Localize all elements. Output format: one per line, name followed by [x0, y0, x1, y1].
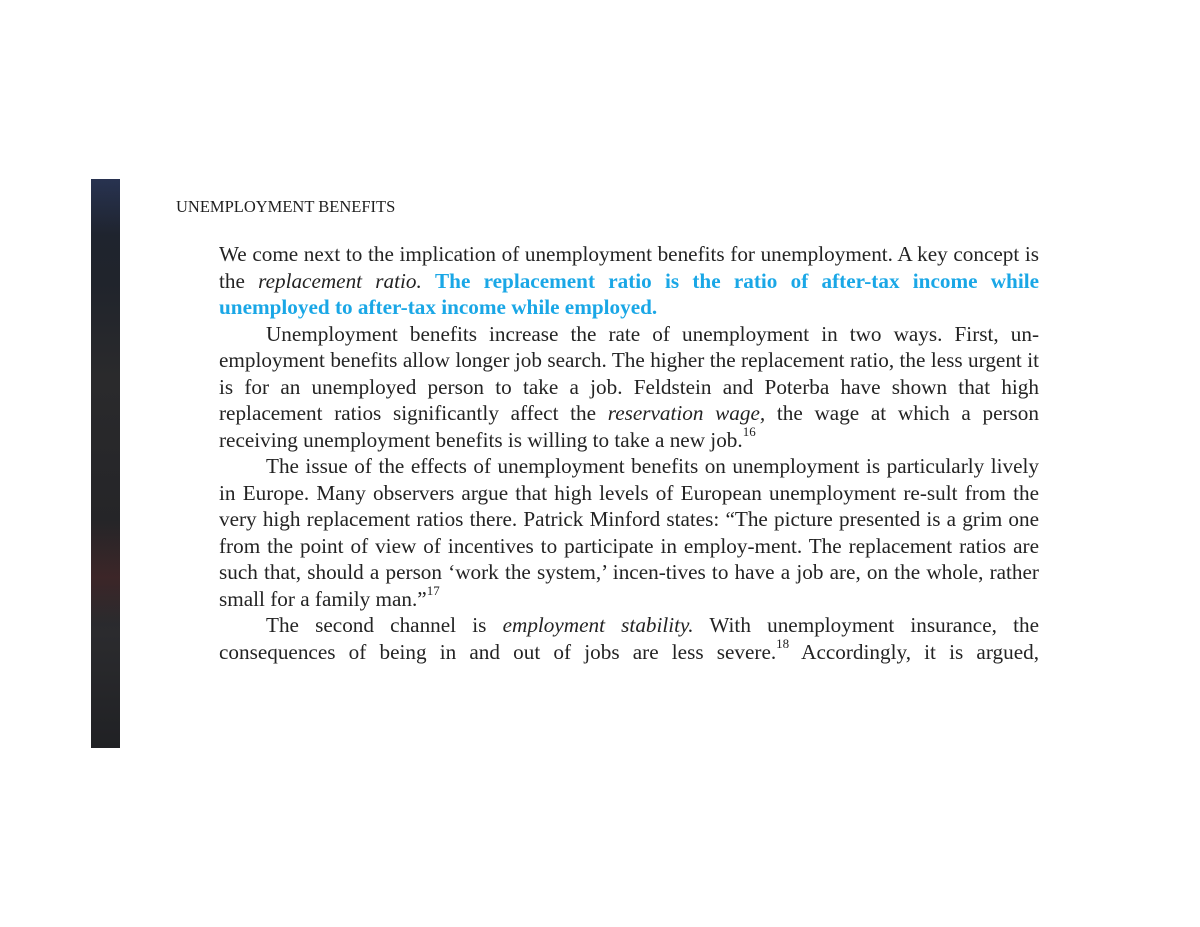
paragraph-4-text-end: Accordingly, it is argued, — [789, 639, 1039, 664]
paragraph-4-text: The second channel is — [266, 613, 503, 637]
paragraph-2-text: Unemployment benefits increase the rate of unemployment in two ways. First, un-employment benefits allow longer job search. The higher the replacement ratio, the less urgent it is for an unemployed person to take a job. Feldstein and Poterba have shown that high replacement ratios significantly affect the — [219, 321, 1039, 425]
term-reservation-wage: reservation wage, — [607, 401, 766, 425]
paragraph-4-text-mid: With unemployment insurance, the consequences of being in and out of jobs are less severe. — [219, 613, 1039, 664]
paragraph-2-text-end: the wage at which a person receiving unemployment benefits is willing to take a new job. — [219, 401, 1039, 452]
highlighted-definition: The replacement ratio is the ratio of after-tax income while unemployed to after-tax income while employed. — [219, 268, 1039, 319]
left-edge-strip — [91, 179, 120, 748]
paragraph-4 — [219, 612, 1039, 665]
paragraph-1-space — [422, 269, 435, 293]
footnote-ref-17: 17 — [426, 583, 440, 599]
footnote-ref-18: 18 — [776, 636, 790, 652]
body-text — [219, 241, 1039, 665]
paragraph-1 — [219, 241, 1039, 321]
paragraph-3 — [219, 453, 1039, 612]
term-replacement-ratio: replacement ratio. — [258, 268, 422, 293]
paragraph-3-text: The issue of the effects of unemployment benefits on unemployment is particularly lively in Europe. Many observers argue that high levels of European unemployment re-sult from the very high replacement ratios there. Patrick Minford states: “The picture presented is a grim one from the point of view of incentives to participate in employ-ment. The replacement ratios are such that, should a person ‘work the system,’ incen-tives to have a job are, on the whole, rather small for a family man.” — [219, 454, 1039, 611]
section-heading: UNEMPLOYMENT BENEFITS — [176, 197, 396, 216]
paragraph-2 — [219, 321, 1039, 454]
footnote-ref-16: 16 — [742, 424, 756, 440]
term-employment-stability: employment stability. — [502, 613, 694, 637]
paragraph-1-text: We come next to the implication of unemployment benefits for unemployment. A key concept is the — [219, 242, 1039, 293]
